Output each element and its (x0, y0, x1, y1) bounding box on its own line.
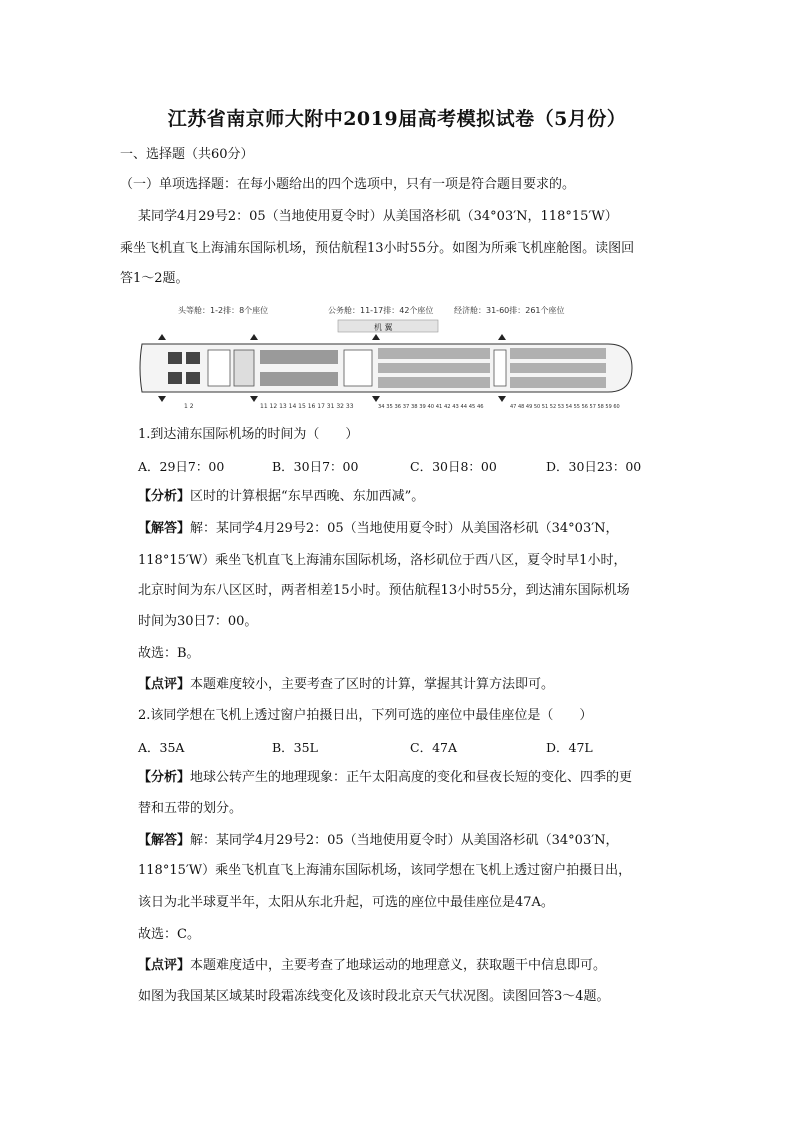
row-numbers-business: 11 12 13 14 15 16 17 31 32 33 (260, 403, 354, 410)
seat-map-figure (138, 300, 634, 412)
exit-arrow-icon (372, 396, 380, 402)
wing-label: 机 翼 (374, 323, 393, 332)
solution-tag: 【解答】 (138, 833, 191, 848)
q2-option-c: C．47A (410, 740, 457, 755)
intro-line-2: 乘坐飞机直飞上海浦东国际机场，预估航程13小时55分。如图为所乘飞机座舱图。读图回 (120, 241, 635, 256)
first-seat (168, 352, 182, 364)
solution-text: 解：某同学4月29号2：05（当地使用夏令时）从美国洛杉矶（34°03′N， (190, 521, 619, 536)
economy-seat-block (378, 348, 490, 359)
q1-answer: 故选：B。 (138, 646, 200, 661)
lavatory-block (234, 350, 254, 386)
exit-arrow-icon (498, 396, 506, 402)
economy-seat-block (510, 377, 606, 388)
first-seat (186, 352, 200, 364)
first-seat (168, 372, 182, 384)
q2-option-d: D．47L (546, 740, 593, 755)
q1-option-b: B．30日7：00 (272, 459, 359, 474)
q2-comment (138, 957, 606, 975)
comment-text: 本题难度适中，主要考查了地球运动的地理意义，获取题干中信息即可。 (190, 958, 607, 973)
q2-solution-line-3: 该日为北半球夏半年，太阳从东北升起，可选的座位中最佳座位是47A。 (138, 895, 554, 910)
comment-text: 本题难度较小，主要考查了区时的计算，掌握其计算方法即可。 (190, 677, 555, 692)
section-heading: 一、选择题（共60分） (120, 147, 254, 162)
q2-analysis-line-2: 替和五带的划分。 (138, 801, 243, 816)
q2-stem: 2.该同学想在飞机上透过窗户拍摄日出，下列可选的座位中最佳座位是（ ） (138, 708, 593, 723)
exit-arrow-icon (250, 396, 258, 402)
page-title: 江苏省南京师大附中2019届高考模拟试卷（5月份） (167, 108, 627, 130)
exit-arrow-icon (498, 334, 506, 340)
q1-option-a: A．29日7：00 (138, 459, 225, 474)
business-seat-block (260, 372, 338, 386)
q1-solution-line-1 (138, 520, 619, 538)
analysis-text: 区时的计算根据“东早西晚、东加西减”。 (190, 489, 425, 504)
row-numbers-first: 1 2 (184, 403, 194, 410)
lavatory-block (494, 350, 506, 386)
galley-block (208, 350, 230, 386)
business-class-caption: 公务舱：11-17排：42个座位 (328, 306, 434, 315)
economy-seat-block (378, 377, 490, 388)
business-seat-block (260, 350, 338, 364)
q2-solution-line-2: 118°15′W）乘坐飞机直飞上海浦东国际机场，该同学想在飞机上透过窗户拍摄日出， (138, 863, 632, 878)
exit-arrow-icon (158, 334, 166, 340)
intro-line-1: 某同学4月29号2：05（当地使用夏令时）从美国洛杉矶（34°03′N，118°15′W） (138, 209, 618, 224)
exit-arrow-icon (372, 334, 380, 340)
row-numbers-economy-2: 47 48 49 50 51 52 53 54 55 56 57 58 59 60 (510, 404, 620, 410)
q1-options (138, 457, 698, 475)
economy-seat-block (510, 348, 606, 359)
q1-solution-line-3: 北京时间为东八区区时，两者相差15小时。预估航程13小时55分，到达浦东国际机场 (138, 583, 630, 598)
solution-tag: 【解答】 (138, 521, 191, 536)
economy-seat-block (378, 363, 490, 373)
first-class-caption: 头等舱：1-2排：8个座位 (178, 306, 269, 315)
subsection-heading: （一）单项选择题：在每小题给出的四个选项中，只有一项是符合题目要求的。 (120, 177, 576, 192)
q1-analysis (138, 488, 424, 506)
solution-text: 解：某同学4月29号2：05（当地使用夏令时）从美国洛杉矶（34°03′N， (190, 833, 619, 848)
q1-solution-line-2: 118°15′W）乘坐飞机直飞上海浦东国际机场，洛杉矶位于西八区，夏令时早1小时， (138, 553, 627, 568)
next-questions-intro: 如图为我国某区域某时段霜冻线变化及该时段北京天气状况图。读图回答3～4题。 (138, 989, 610, 1004)
intro-line-3: 答1～2题。 (120, 271, 189, 286)
comment-tag: 【点评】 (138, 677, 191, 692)
q1-option-c: C．30日8：00 (410, 459, 497, 474)
q2-options (138, 738, 698, 756)
economy-class-caption: 经济舱：31-60排：261个座位 (454, 306, 565, 315)
economy-seat-block (510, 363, 606, 373)
q2-option-b: B．35L (272, 740, 318, 755)
analysis-tag: 【分析】 (138, 770, 191, 785)
q2-answer: 故选：C。 (138, 927, 200, 942)
row-numbers-economy-1: 34 35 36 37 38 39 40 41 42 43 44 45 46 (378, 404, 484, 410)
q1-stem: 1.到达浦东国际机场的时间为（ ） (138, 427, 359, 442)
q2-solution-line-1 (138, 832, 619, 850)
analysis-text: 地球公转产生的地理现象：正午太阳高度的变化和昼夜长短的变化、四季的更 (190, 770, 633, 785)
comment-tag: 【点评】 (138, 958, 191, 973)
q1-comment (138, 676, 554, 694)
galley-block (344, 350, 372, 386)
exit-arrow-icon (158, 396, 166, 402)
q1-solution-line-4: 时间为30日7：00。 (138, 614, 258, 629)
first-seat (186, 372, 200, 384)
q1-option-d: D．30日23：00 (546, 459, 642, 474)
q2-analysis-line-1 (138, 769, 632, 787)
analysis-tag: 【分析】 (138, 489, 191, 504)
exit-arrow-icon (250, 334, 258, 340)
q2-option-a: A．35A (138, 740, 185, 755)
